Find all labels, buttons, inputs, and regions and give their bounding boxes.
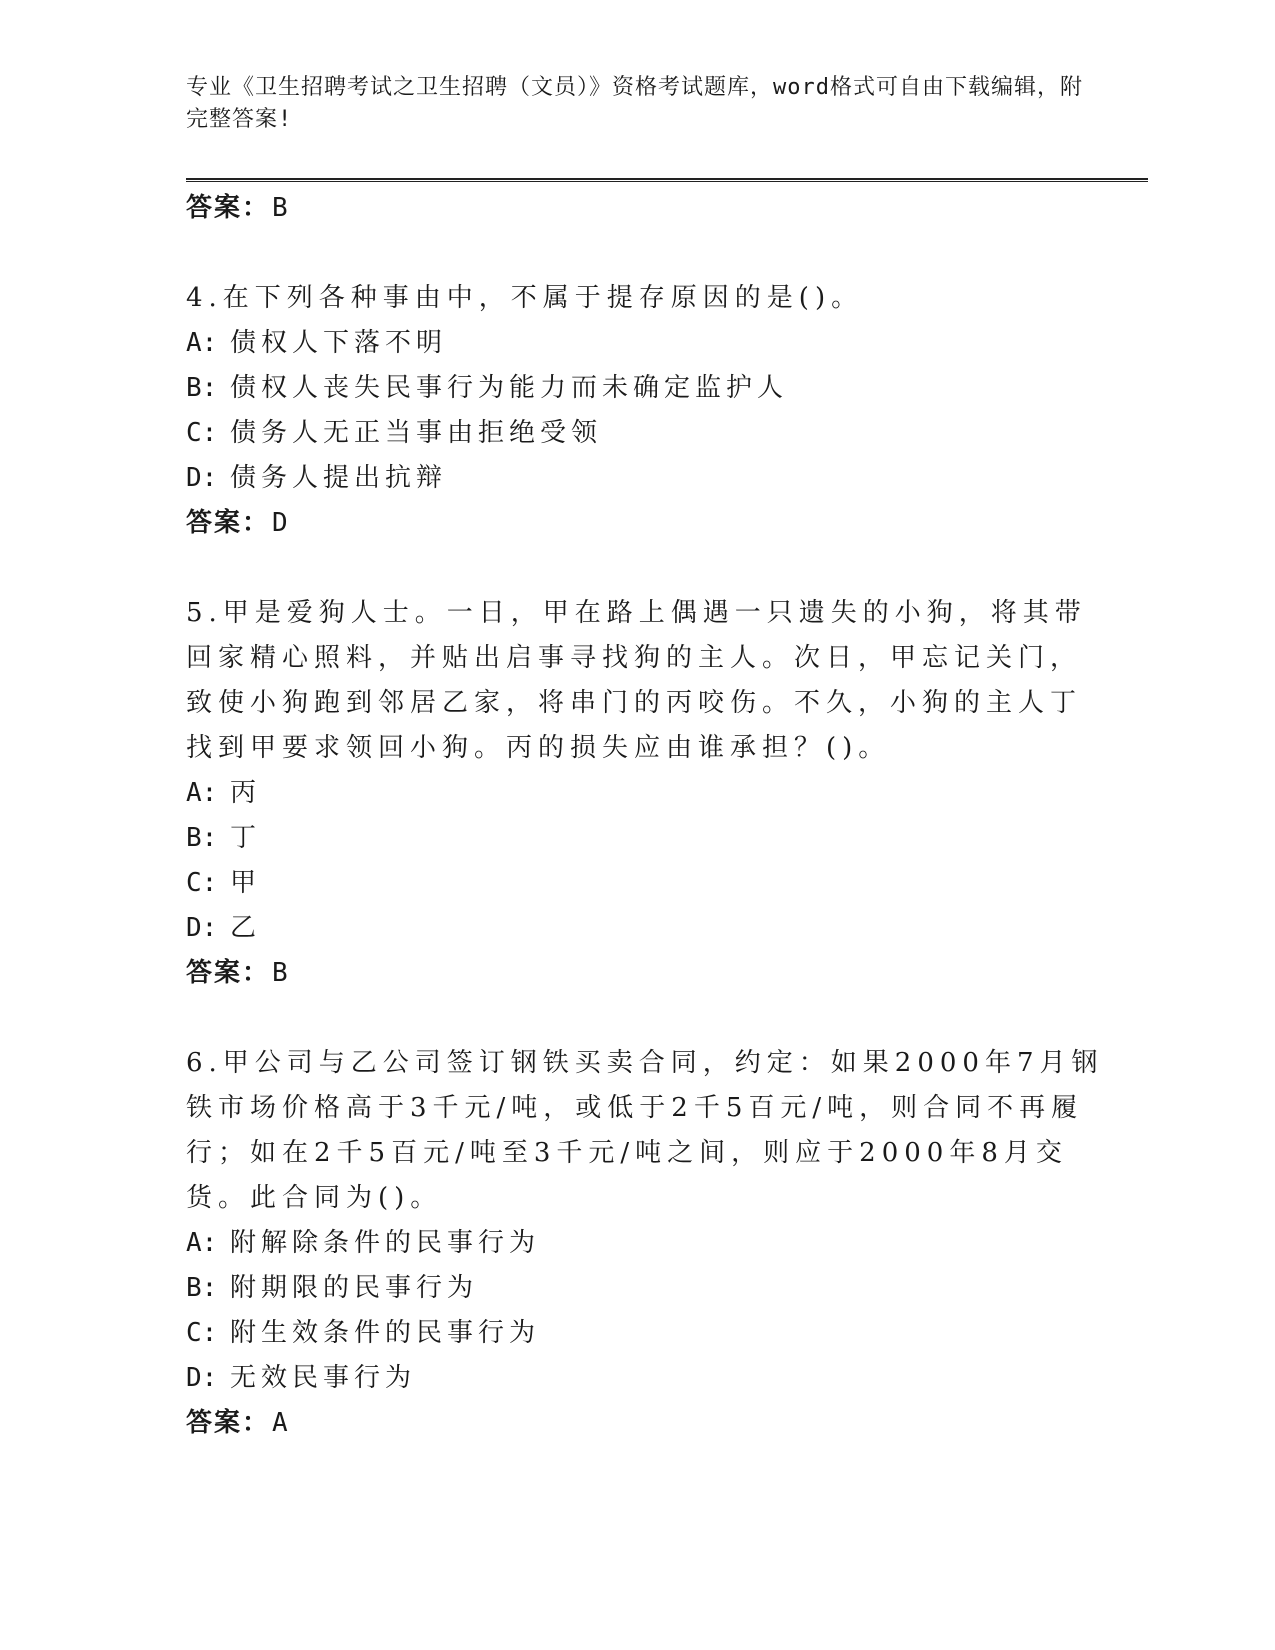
option-text: 附期限的民事行为 [230, 1273, 479, 1303]
option-key: B: [186, 373, 218, 403]
question-text: 4.在下列各种事由中，不属于提存原因的是()。 [186, 283, 864, 313]
option-text: 债务人无正当事由拒绝受领 [230, 418, 603, 448]
answer-label: 答案： [186, 958, 271, 988]
answer-value: A [272, 1408, 290, 1438]
option-a [186, 1221, 1106, 1266]
question-4 [186, 276, 1106, 545]
document-header: 专业《卫生招聘考试之卫生招聘（文员）》资格考试题库，word格式可自由下载编辑，附完整答案! [186, 75, 1083, 132]
option-text: 乙 [230, 913, 262, 943]
option-b [186, 1266, 1106, 1311]
answer-line [186, 186, 1106, 230]
question-list [186, 186, 1106, 1445]
option-text: 债权人丧失民事行为能力而未确定监护人 [230, 373, 789, 403]
option-b [186, 366, 1106, 411]
option-c [186, 1311, 1106, 1356]
option-text: 附解除条件的民事行为 [230, 1228, 541, 1258]
question-6 [186, 1041, 1106, 1445]
option-c [186, 411, 1106, 456]
answer-label: 答案： [186, 1408, 271, 1438]
question-text: 5.甲是爱狗人士。一日，甲在路上偶遇一只遗失的小狗，将其带回家精心照料，并贴出启事寻找狗的主人。次日，甲忘记关门，致使小狗跑到邻居乙家，将串门的丙咬伤。不久，小狗的主人丁找到甲要求领回小狗。丙的损失应由谁承担？()。 [186, 598, 1087, 763]
answer-value: B [272, 193, 290, 223]
option-a [186, 321, 1106, 366]
option-d [186, 906, 1106, 951]
option-d [186, 1356, 1106, 1401]
option-a [186, 771, 1106, 816]
option-text: 无效民事行为 [230, 1363, 417, 1393]
option-b [186, 816, 1106, 861]
header-divider [186, 178, 1148, 182]
option-c [186, 861, 1106, 906]
option-key: A: [186, 778, 218, 808]
option-text: 附生效条件的民事行为 [230, 1318, 541, 1348]
option-key: C: [186, 418, 218, 448]
question-text: 6.甲公司与乙公司签订钢铁买卖合同，约定：如果2000年7月钢铁市场价格高于3千元/吨，或低于2千5百元/吨，则合同不再履行；如在2千5百元/吨至3千元/吨之间，则应于2000年8月交货。此合同为()。 [186, 1048, 1104, 1213]
option-key: A: [186, 1228, 218, 1258]
option-text: 甲 [230, 868, 262, 898]
answer-line [186, 501, 1106, 545]
option-key: A: [186, 328, 218, 358]
answer-value: B [272, 958, 290, 988]
option-text: 债务人提出抗辩 [230, 463, 448, 493]
option-key: D: [186, 913, 218, 943]
option-d [186, 456, 1106, 501]
answer-line [186, 1401, 1106, 1445]
answer-line [186, 951, 1106, 995]
answer-label: 答案： [186, 193, 271, 223]
option-key: D: [186, 463, 218, 493]
answer-label: 答案： [186, 508, 271, 538]
option-key: D: [186, 1363, 218, 1393]
option-text: 丁 [230, 823, 262, 853]
option-text: 债权人下落不明 [230, 328, 448, 358]
question-5 [186, 591, 1106, 995]
answer-value: D [272, 508, 290, 538]
option-text: 丙 [230, 778, 262, 808]
option-key: C: [186, 868, 218, 898]
option-key: B: [186, 823, 218, 853]
option-key: C: [186, 1318, 218, 1348]
option-key: B: [186, 1273, 218, 1303]
